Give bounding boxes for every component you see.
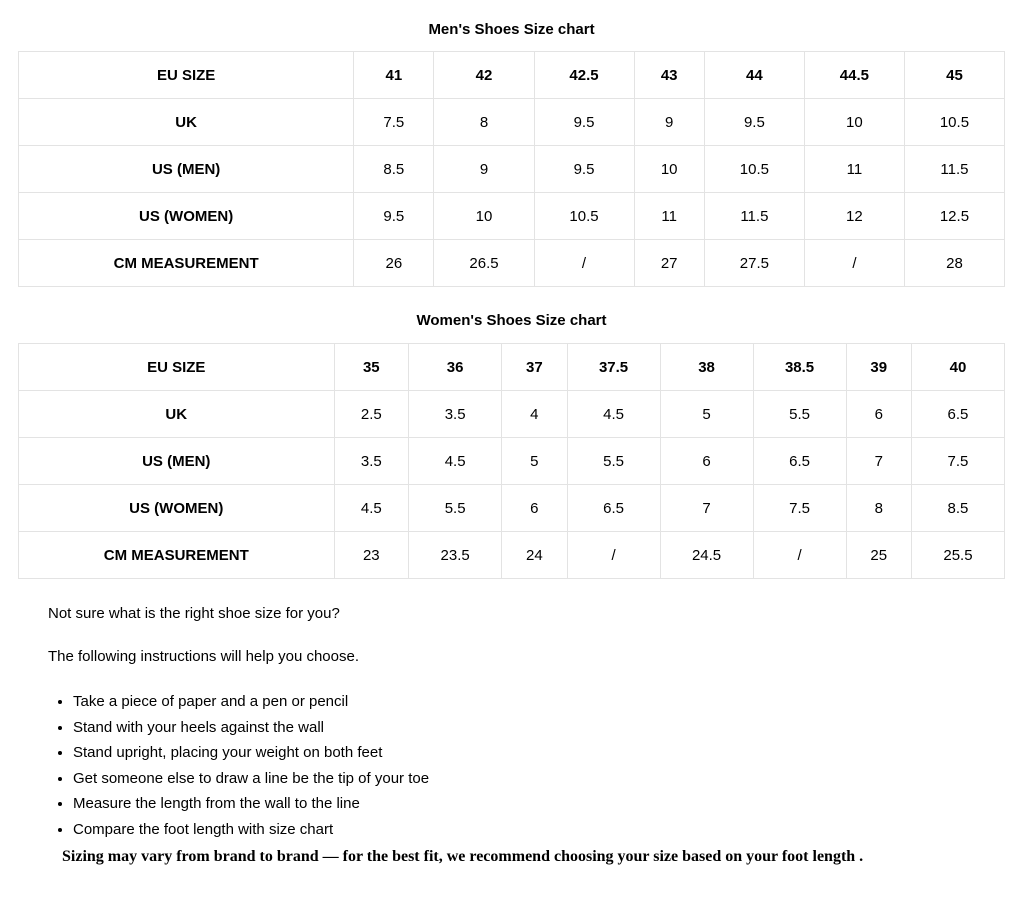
guide-intro-question: Not sure what is the right shoe size for you? <box>48 605 340 622</box>
size-value-cell: 6 <box>846 391 911 438</box>
size-value-cell: / <box>534 240 634 287</box>
row-label-cell: US (WOMEN) <box>19 485 335 532</box>
size-header-cell: 44 <box>704 52 804 99</box>
size-value-cell: 7.5 <box>354 99 434 146</box>
size-value-cell: 10 <box>434 193 534 240</box>
size-header-cell: 37.5 <box>567 344 660 391</box>
size-value-cell: 5.5 <box>753 391 846 438</box>
size-header-cell: 41 <box>354 52 434 99</box>
size-value-cell: / <box>804 240 904 287</box>
mens-size-chart-title: Men's Shoes Size chart <box>428 21 595 38</box>
size-value-cell: / <box>753 532 846 579</box>
row-label-cell: UK <box>19 391 335 438</box>
guide-step-item: • Stand with your heels against the wall <box>73 715 975 741</box>
size-header-cell: 45 <box>904 52 1004 99</box>
size-value-cell: 6 <box>502 485 567 532</box>
size-value-cell: 25 <box>846 532 911 579</box>
size-value-cell: 7 <box>846 438 911 485</box>
size-value-cell: 27 <box>634 240 704 287</box>
sizing-disclaimer-note: Sizing may vary from brand to brand — for the best fit, we recommend choosing your size based on your foot length . <box>62 847 864 865</box>
guide-step-item: • Compare the foot length with size chart <box>73 817 975 843</box>
size-value-cell: 25.5 <box>911 532 1004 579</box>
guide-step-item: • Stand upright, placing your weight on both feet <box>73 740 975 766</box>
table-row <box>19 99 1005 146</box>
guide-intro-instructions: The following instructions will help you choose. <box>48 648 359 665</box>
guide-steps-list <box>48 689 975 843</box>
size-value-cell: 26 <box>354 240 434 287</box>
table-row <box>19 240 1005 287</box>
size-value-cell: 10 <box>634 146 704 193</box>
size-value-cell: 9.5 <box>354 193 434 240</box>
womens-size-table <box>18 343 1005 579</box>
row-label-cell: US (MEN) <box>19 146 354 193</box>
size-value-cell: 12 <box>804 193 904 240</box>
table-row <box>19 438 1005 485</box>
size-value-cell: 3.5 <box>334 438 409 485</box>
size-value-cell: 26.5 <box>434 240 534 287</box>
womens-size-chart-title: Women's Shoes Size chart <box>416 312 607 329</box>
row-label-cell: EU SIZE <box>19 52 354 99</box>
size-value-cell: 7.5 <box>911 438 1004 485</box>
mens-size-table <box>18 51 1005 287</box>
table-row <box>19 52 1005 99</box>
size-value-cell: 28 <box>904 240 1004 287</box>
guide-step-item: • Take a piece of paper and a pen or pencil <box>73 689 975 715</box>
size-value-cell: 6.5 <box>753 438 846 485</box>
table-row <box>19 532 1005 579</box>
size-value-cell: 7.5 <box>753 485 846 532</box>
size-value-cell: 10.5 <box>704 146 804 193</box>
size-value-cell: 11.5 <box>704 193 804 240</box>
size-value-cell: 10 <box>804 99 904 146</box>
size-value-cell: 12.5 <box>904 193 1004 240</box>
size-value-cell: 9 <box>434 146 534 193</box>
size-value-cell: 8.5 <box>354 146 434 193</box>
size-header-cell: 36 <box>409 344 502 391</box>
row-label-cell: EU SIZE <box>19 344 335 391</box>
row-label-cell: CM MEASUREMENT <box>19 240 354 287</box>
table-row <box>19 344 1005 391</box>
size-value-cell: 4.5 <box>409 438 502 485</box>
size-value-cell: 4 <box>502 391 567 438</box>
size-value-cell: 7 <box>660 485 753 532</box>
size-value-cell: 4.5 <box>334 485 409 532</box>
size-value-cell: 24 <box>502 532 567 579</box>
guide-step-item: • Get someone else to draw a line be the tip of your toe <box>73 766 975 792</box>
size-value-cell: 11.5 <box>904 146 1004 193</box>
size-value-cell: 8 <box>434 99 534 146</box>
sizing-guide <box>48 603 975 868</box>
size-value-cell: 5 <box>660 391 753 438</box>
size-value-cell: 10.5 <box>534 193 634 240</box>
page <box>0 21 1024 868</box>
table-row <box>19 485 1005 532</box>
table-row <box>19 146 1005 193</box>
size-value-cell: 5.5 <box>409 485 502 532</box>
size-value-cell: 24.5 <box>660 532 753 579</box>
table-row <box>19 193 1005 240</box>
size-value-cell: 4.5 <box>567 391 660 438</box>
size-value-cell: 5 <box>502 438 567 485</box>
size-header-cell: 40 <box>911 344 1004 391</box>
size-value-cell: 9.5 <box>534 146 634 193</box>
size-value-cell: 6.5 <box>911 391 1004 438</box>
size-value-cell: 11 <box>634 193 704 240</box>
size-header-cell: 44.5 <box>804 52 904 99</box>
size-header-cell: 42 <box>434 52 534 99</box>
size-value-cell: 23.5 <box>409 532 502 579</box>
size-value-cell: 27.5 <box>704 240 804 287</box>
row-label-cell: CM MEASUREMENT <box>19 532 335 579</box>
size-value-cell: 5.5 <box>567 438 660 485</box>
size-header-cell: 42.5 <box>534 52 634 99</box>
size-value-cell: 6.5 <box>567 485 660 532</box>
size-header-cell: 39 <box>846 344 911 391</box>
row-label-cell: US (MEN) <box>19 438 335 485</box>
row-label-cell: US (WOMEN) <box>19 193 354 240</box>
size-value-cell: 9 <box>634 99 704 146</box>
table-row <box>19 391 1005 438</box>
size-header-cell: 43 <box>634 52 704 99</box>
size-value-cell: 3.5 <box>409 391 502 438</box>
size-value-cell: 8.5 <box>911 485 1004 532</box>
size-header-cell: 38.5 <box>753 344 846 391</box>
size-header-cell: 35 <box>334 344 409 391</box>
size-value-cell: 10.5 <box>904 99 1004 146</box>
size-header-cell: 37 <box>502 344 567 391</box>
size-value-cell: 9.5 <box>534 99 634 146</box>
size-value-cell: 11 <box>804 146 904 193</box>
size-value-cell: 23 <box>334 532 409 579</box>
size-value-cell: 2.5 <box>334 391 409 438</box>
size-value-cell: / <box>567 532 660 579</box>
row-label-cell: UK <box>19 99 354 146</box>
guide-step-item: • Measure the length from the wall to the line <box>73 791 975 817</box>
size-header-cell: 38 <box>660 344 753 391</box>
size-value-cell: 6 <box>660 438 753 485</box>
size-value-cell: 9.5 <box>704 99 804 146</box>
size-value-cell: 8 <box>846 485 911 532</box>
